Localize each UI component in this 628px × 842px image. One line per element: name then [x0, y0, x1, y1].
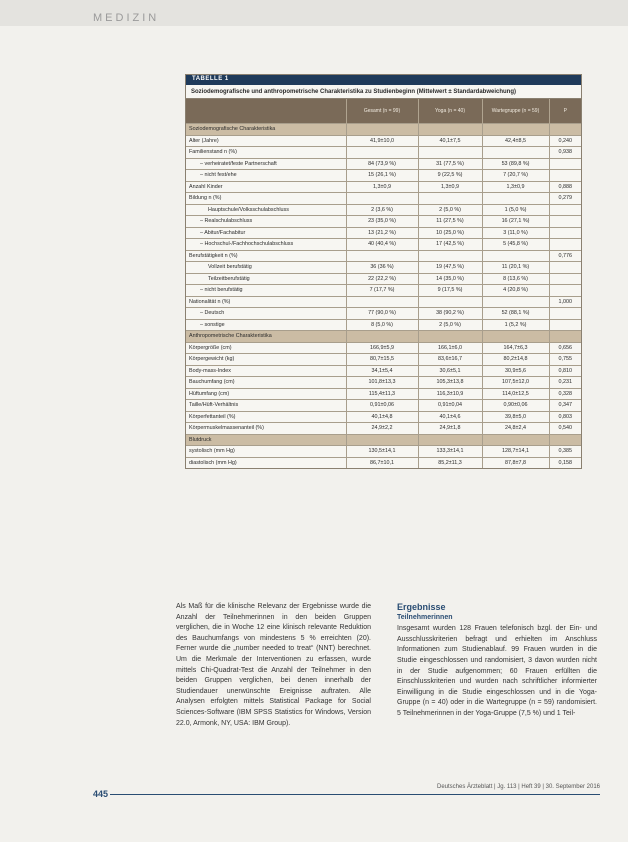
row-label: – nicht fest/ehe — [186, 170, 346, 182]
table-cell: 0,385 — [549, 446, 581, 458]
table-cell: 130,5±14,1 — [346, 446, 418, 458]
table-cell: 1,3±0,9 — [418, 181, 482, 193]
table-section-row — [186, 331, 581, 343]
table-cell — [549, 204, 581, 216]
section-label: MEDIZIN — [93, 12, 160, 24]
table-cell — [482, 296, 549, 308]
characteristics-table — [186, 99, 581, 468]
table-cell: 0,328 — [549, 388, 581, 400]
table-cell — [418, 193, 482, 205]
row-label: Taille/Hüft-Verhältnis — [186, 400, 346, 412]
table-label: TABELLE 1 — [192, 76, 229, 82]
row-label: Body-mass-Index — [186, 365, 346, 377]
journal-footer: Deutsches Ärzteblatt | Jg. 113 | Heft 39 | 30. September 2016 — [437, 784, 600, 790]
table-cell: 8 (5,0 %) — [346, 319, 418, 331]
table-cell: 52 (88,1 %) — [482, 308, 549, 320]
table-cell — [418, 124, 482, 136]
table-cell: 105,3±13,8 — [418, 377, 482, 389]
table-cell: 8 (13,6 %) — [482, 273, 549, 285]
table-cell: 5 (45,8 %) — [482, 239, 549, 251]
table-cell: 0,91±0,06 — [346, 400, 418, 412]
table-cell: 24,9±1,8 — [418, 423, 482, 435]
table-cell: 24,8±2,4 — [482, 423, 549, 435]
row-label: – Deutsch — [186, 308, 346, 320]
table-cell: 53 (89,8 %) — [482, 158, 549, 170]
table-row — [186, 147, 581, 159]
row-label: Körperfettanteil (%) — [186, 411, 346, 423]
table-cell — [346, 250, 418, 262]
table-cell: 166,9±5,9 — [346, 342, 418, 354]
table-cell: 0,91±0,04 — [418, 400, 482, 412]
table-cell: 83,6±16,7 — [418, 354, 482, 366]
page-number: 445 — [93, 789, 109, 799]
row-label: Familienstand n (%) — [186, 147, 346, 159]
methods-paragraph: Als Maß für die klinische Relevanz der Ergebnisse wurde die Anzahl der Teilnehmerinnen in den beiden Gruppen verglichen, die in Woche 12 eine klinisch relevante Reduktion des Bauchumfangs von mindestens 5 % erreichten (20). Ferner wurde die „number needed to treat“ (NNT) berechnet. Um die Merkmale der Interventionen zu erfassen, wurde mittels Chi-Quadrat-Test die Anzahl der Teilnehmer in den beiden Gruppen verglichen, bei denen innerhalb der Studiendauer unerwünschte Ereignisse auftraten. Alle Analysen erfolgten mittels Statistical Package for Social Sciences-Software (IBM SPSS Statistics for Windows, Version 22.0, Armonk, NY, USA: IBM Group). — [176, 603, 371, 727]
row-label: Anzahl Kinder — [186, 181, 346, 193]
table-cell — [549, 239, 581, 251]
table-row — [186, 227, 581, 239]
table-cell: 166,1±6,0 — [418, 342, 482, 354]
table-cell: 86,7±10,1 — [346, 457, 418, 468]
table-row — [186, 400, 581, 412]
row-label: Berufstätigkeit n (%) — [186, 250, 346, 262]
table-cell — [549, 216, 581, 228]
table-cell: 80,7±15,5 — [346, 354, 418, 366]
table-cell: 9 (17,5 %) — [418, 285, 482, 297]
body-text-left — [176, 602, 371, 729]
row-label: Soziodemografische Charakteristika — [186, 124, 346, 136]
table-cell: 30,9±5,6 — [482, 365, 549, 377]
table-cell: 2 (3,6 %) — [346, 204, 418, 216]
table-cell — [482, 124, 549, 136]
table-cell: 0,240 — [549, 135, 581, 147]
table-cell: 84 (73,9 %) — [346, 158, 418, 170]
table-cell: 0,938 — [549, 147, 581, 159]
table-row — [186, 319, 581, 331]
row-label: Alter (Jahre) — [186, 135, 346, 147]
data-table-box — [185, 74, 582, 469]
table-row — [186, 158, 581, 170]
table-cell — [482, 250, 549, 262]
row-label: Teilzeitberufstätig — [186, 273, 346, 285]
table-cell — [418, 147, 482, 159]
row-label: Körpergröße (cm) — [186, 342, 346, 354]
column-header — [186, 99, 346, 124]
table-row — [186, 273, 581, 285]
table-cell — [482, 434, 549, 446]
table-cell — [346, 296, 418, 308]
table-cell: 0,347 — [549, 400, 581, 412]
table-caption: Soziodemografische und anthropometrische Charakteristika zu Studienbeginn (Mittelwert ± Standardabweichung) — [186, 85, 581, 99]
row-label: Hauptschule/Volksschulabschluss — [186, 204, 346, 216]
table-cell: 0,755 — [549, 354, 581, 366]
table-row — [186, 377, 581, 389]
table-row — [186, 250, 581, 262]
table-cell — [346, 147, 418, 159]
table-row — [186, 216, 581, 228]
table-cell — [549, 227, 581, 239]
table-cell — [549, 285, 581, 297]
table-cell: 164,7±6,3 — [482, 342, 549, 354]
row-label: Nationalität n (%) — [186, 296, 346, 308]
table-cell: 1,000 — [549, 296, 581, 308]
table-cell: 77 (90,0 %) — [346, 308, 418, 320]
table-cell: 9 (22,5 %) — [418, 170, 482, 182]
table-cell: 40 (40,4 %) — [346, 239, 418, 251]
table-cell: 38 (90,2 %) — [418, 308, 482, 320]
table-row — [186, 296, 581, 308]
table-cell: 85,2±11,3 — [418, 457, 482, 468]
table-row — [186, 457, 581, 468]
table-cell: 1 (5,0 %) — [482, 204, 549, 216]
table-cell — [482, 193, 549, 205]
row-label: – sonstige — [186, 319, 346, 331]
table-row — [186, 170, 581, 182]
table-cell — [418, 434, 482, 446]
row-label: Körpermuskelmassenanteil (%) — [186, 423, 346, 435]
table-cell: 14 (35,0 %) — [418, 273, 482, 285]
table-row — [186, 411, 581, 423]
table-cell — [346, 434, 418, 446]
table-cell: 101,8±13,3 — [346, 377, 418, 389]
table-cell — [549, 319, 581, 331]
table-cell: 128,7±14,1 — [482, 446, 549, 458]
table-row — [186, 181, 581, 193]
table-cell: 39,8±5,0 — [482, 411, 549, 423]
table-row — [186, 193, 581, 205]
table-cell — [418, 331, 482, 343]
table-cell: 31 (77,5 %) — [418, 158, 482, 170]
table-row — [186, 135, 581, 147]
table-cell: 11 (27,5 %) — [418, 216, 482, 228]
table-cell: 11 (20,1 %) — [482, 262, 549, 274]
table-cell: 87,8±7,8 — [482, 457, 549, 468]
table-cell: 0,656 — [549, 342, 581, 354]
row-label: – verheiratet/feste Partnerschaft — [186, 158, 346, 170]
table-cell — [482, 331, 549, 343]
table-row — [186, 423, 581, 435]
body-text-right — [397, 602, 597, 720]
row-label: Körpergewicht (kg) — [186, 354, 346, 366]
table-cell: 17 (42,5 %) — [418, 239, 482, 251]
table-cell: 0,279 — [549, 193, 581, 205]
table-cell: 1,3±0,9 — [346, 181, 418, 193]
table-row — [186, 308, 581, 320]
table-row — [186, 239, 581, 251]
table-cell — [346, 124, 418, 136]
table-cell: 116,3±10,9 — [418, 388, 482, 400]
table-cell: 10 (25,0 %) — [418, 227, 482, 239]
table-cell — [549, 124, 581, 136]
table-cell: 4 (20,8 %) — [482, 285, 549, 297]
table-cell — [549, 331, 581, 343]
table-cell: 1 (5,2 %) — [482, 319, 549, 331]
row-label: – Hochschul-/Fachhochschulabschluss — [186, 239, 346, 251]
table-cell — [482, 147, 549, 159]
table-row — [186, 365, 581, 377]
table-cell: 0,803 — [549, 411, 581, 423]
table-cell: 40,1±7,5 — [418, 135, 482, 147]
table-cell — [549, 273, 581, 285]
table-cell: 15 (26,1 %) — [346, 170, 418, 182]
table-cell: 23 (35,0 %) — [346, 216, 418, 228]
table-cell — [346, 331, 418, 343]
table-cell: 16 (27,1 %) — [482, 216, 549, 228]
table-label-bar — [186, 75, 581, 85]
table-cell: 40,1±4,8 — [346, 411, 418, 423]
column-header: P — [549, 99, 581, 124]
table-cell: 24,9±2,2 — [346, 423, 418, 435]
table-cell: 42,4±8,5 — [482, 135, 549, 147]
table-cell: 7 (20,7 %) — [482, 170, 549, 182]
footer-rule — [110, 794, 600, 795]
row-label: Blutdruck — [186, 434, 346, 446]
row-label: – Abitur/Fachabitur — [186, 227, 346, 239]
table-body — [186, 124, 581, 469]
row-label: systolisch (mm Hg) — [186, 446, 346, 458]
table-row — [186, 204, 581, 216]
table-row — [186, 446, 581, 458]
table-cell: 0,231 — [549, 377, 581, 389]
table-cell: 80,2±14,8 — [482, 354, 549, 366]
table-cell: 7 (17,7 %) — [346, 285, 418, 297]
results-heading: Ergebnisse — [397, 602, 446, 612]
table-section-row — [186, 124, 581, 136]
table-cell — [549, 158, 581, 170]
table-row — [186, 262, 581, 274]
row-label: – Realschulabschluss — [186, 216, 346, 228]
row-label: Bildung n (%) — [186, 193, 346, 205]
table-cell: 114,0±12,5 — [482, 388, 549, 400]
table-cell: 2 (5,0 %) — [418, 204, 482, 216]
table-cell — [418, 250, 482, 262]
table-cell: 0,888 — [549, 181, 581, 193]
table-cell: 19 (47,5 %) — [418, 262, 482, 274]
table-section-row — [186, 434, 581, 446]
table-cell — [549, 262, 581, 274]
table-cell — [346, 193, 418, 205]
row-label: diastolisch (mm Hg) — [186, 457, 346, 468]
results-subheading: Teilnehmerinnen — [397, 613, 453, 621]
table-cell: 40,1±4,6 — [418, 411, 482, 423]
table-cell: 0,90±0,06 — [482, 400, 549, 412]
row-label: Vollzeit berufstätig — [186, 262, 346, 274]
table-cell: 13 (21,2 %) — [346, 227, 418, 239]
table-cell: 0,158 — [549, 457, 581, 468]
table-header-row — [186, 99, 581, 124]
table-cell: 1,3±0,9 — [482, 181, 549, 193]
table-cell: 0,776 — [549, 250, 581, 262]
table-cell: 0,540 — [549, 423, 581, 435]
table-cell: 34,1±5,4 — [346, 365, 418, 377]
row-label: Bauchumfang (cm) — [186, 377, 346, 389]
table-cell — [549, 434, 581, 446]
table-cell: 133,3±14,1 — [418, 446, 482, 458]
table-cell: 3 (11,0 %) — [482, 227, 549, 239]
row-label: Anthropometrische Charakteristika — [186, 331, 346, 343]
table-cell: 36 (36 %) — [346, 262, 418, 274]
table-cell: 41,9±10,0 — [346, 135, 418, 147]
column-header: Wartegruppe (n = 59) — [482, 99, 549, 124]
row-label: – nicht berufstätig — [186, 285, 346, 297]
table-row — [186, 285, 581, 297]
column-header: Gesamt (n = 99) — [346, 99, 418, 124]
table-cell: 30,6±5,1 — [418, 365, 482, 377]
table-row — [186, 388, 581, 400]
column-header: Yoga (n = 40) — [418, 99, 482, 124]
table-cell: 0,810 — [549, 365, 581, 377]
results-paragraph: Insgesamt wurden 128 Frauen telefonisch bzgl. der Ein- und Ausschlusskriterien befragt und erhielten im Anschluss Informationen zum Studienablauf. 99 Frauen wurden in die Studie eingeschlossen und randomisiert, 3 davon wurden nicht in der Studie aufgenommen; 60 Frauen erfüllten die Einschlusskriterien und wurden nach schriftlicher informierter Einwilligung in die Studie eingeschlossen und in die Yoga-Gruppe (n = 40) oder in die Wartegruppe (n = 59) randomisiert. 5 Teilnehmerinnen in der Yoga-Gruppe (7,5 %) und 1 Teil- — [397, 625, 597, 717]
table-cell: 115,4±11,3 — [346, 388, 418, 400]
table-cell: 107,5±12,0 — [482, 377, 549, 389]
table-row — [186, 342, 581, 354]
row-label: Hüftumfang (cm) — [186, 388, 346, 400]
table-cell — [418, 296, 482, 308]
table-cell: 22 (22,2 %) — [346, 273, 418, 285]
table-cell — [549, 170, 581, 182]
table-cell: 2 (5,0 %) — [418, 319, 482, 331]
table-cell — [549, 308, 581, 320]
table-row — [186, 354, 581, 366]
